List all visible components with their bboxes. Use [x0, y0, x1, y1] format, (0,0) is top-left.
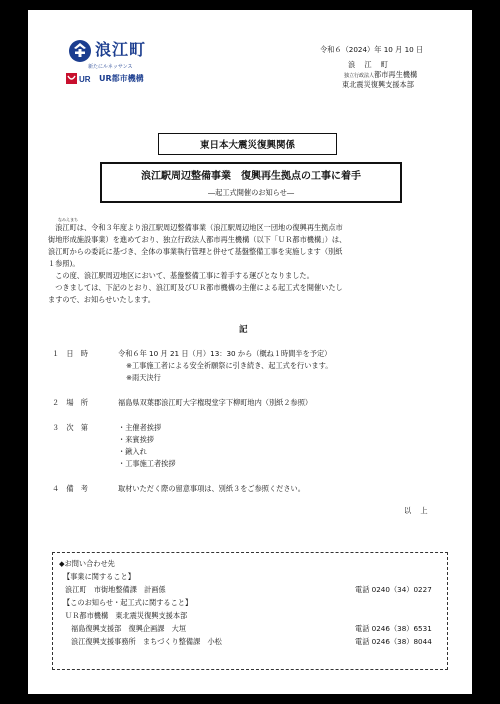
contact-heading: ◆お問い合わせ先 [59, 559, 115, 568]
item-notes-label: ４ 備 考 [52, 484, 88, 493]
item-date-note: ※工事施工者による安全祈願祭に引き続き、起工式を行います。 [126, 361, 333, 370]
item-place-value: 福島県双葉郡浪江町大字権現堂字下柳町地内（別紙２参照） [118, 398, 313, 407]
item-date-note: ※雨天決行 [126, 373, 161, 382]
issuer-ur: 都市再生機構 [374, 70, 418, 79]
contact-org: ＵＲ都市機構 東北震災復興支援本部 [65, 611, 188, 620]
body-line: ますので、お知らせいたします。 [48, 295, 155, 304]
contact-box [52, 552, 448, 670]
contact-phone: 電話 0246（38）8044 [355, 637, 432, 646]
program-item: ・主催者挨拶 [118, 423, 162, 432]
program-item: ・鍬入れ [118, 447, 147, 456]
contact-section-header: 【このお知らせ・起工式に関すること】 [63, 598, 193, 607]
issuer-ur-dept: 東北震災復興支援本部 [342, 80, 414, 89]
title-sub: ―起工式開催のお知らせ― [207, 188, 295, 197]
body-line: つきましては、下記のとおり、浪江町及びＵＲ都市機構の主催による起工式を開催いたし [48, 283, 343, 292]
body-line: 浪江町は、令和３年度より浪江駅周辺整備事業（浪江駅周辺地区一団地の復興再生拠点市 [48, 223, 343, 232]
ur-logo-name: UR都市機構 [99, 74, 144, 83]
town-tagline: 新たにルネッサンス [88, 64, 133, 70]
ki-heading: 記 [239, 325, 248, 335]
item-program-label: ３ 次 第 [52, 423, 88, 432]
issue-date: 令和６（2024）年 10 月 10 日 [320, 45, 424, 54]
document-page [28, 10, 472, 694]
contact-section-header: 【事業に関すること】 [63, 572, 135, 581]
body-line: 街地形成施設事業）を進めており、独立行政法人都市再生機構（以下「ＵＲ都市機構」）は、 [48, 235, 347, 244]
body-line: この度、浪江駅周辺地区において、基盤整備工事に着手する運びとなりました。 [48, 271, 314, 280]
item-place-label: ２ 場 所 [52, 398, 88, 407]
town-emblem-icon [68, 39, 92, 63]
issuer-ur-prefix: 独立行政法人 [344, 73, 375, 79]
ur-logo-icon [66, 73, 96, 84]
town-logo-text: 浪江町 [95, 40, 147, 59]
item-date-label: １ 日 時 [52, 349, 88, 358]
body-line: １参照)。 [48, 259, 80, 268]
item-date-value: 令和６年 10 月 21 日（月）13：30 から（概ね１時間半を予定） [118, 349, 332, 358]
ur-mark-text: UR [79, 75, 91, 84]
program-item: ・工事施工者挨拶 [118, 459, 176, 468]
closing-text: 以 上 [404, 506, 429, 515]
contact-org: 福島復興支援部 復興企画課 大垣 [71, 624, 187, 633]
issuer-town: 浪 江 町 [348, 60, 389, 69]
body-line: 浪江町からの委託に基づき、全体の事業執行管理と併せて基盤整備工事を実施します（別紙 [48, 247, 343, 256]
item-notes-value: 取材いただく際の留意事項は、別紙３をご参照ください。 [118, 484, 305, 493]
ruby-annotation: なみえまち [58, 217, 78, 222]
title-main: 浪江駅周辺整備事業 復興再生拠点の工事に着手 [141, 171, 361, 182]
contact-phone: 電話 0246（38）6531 [355, 624, 432, 633]
contact-phone: 電話 0240（34）0227 [355, 585, 432, 594]
contact-org: 浪江復興支援事務所 まちづくり整備課 小松 [71, 637, 222, 646]
program-item: ・来賓挨拶 [118, 435, 154, 444]
category-box: 東日本大震災復興関係 [158, 133, 337, 155]
contact-org: 浪江町 市街地整備課 計画係 [65, 585, 166, 594]
title-box [100, 162, 402, 203]
